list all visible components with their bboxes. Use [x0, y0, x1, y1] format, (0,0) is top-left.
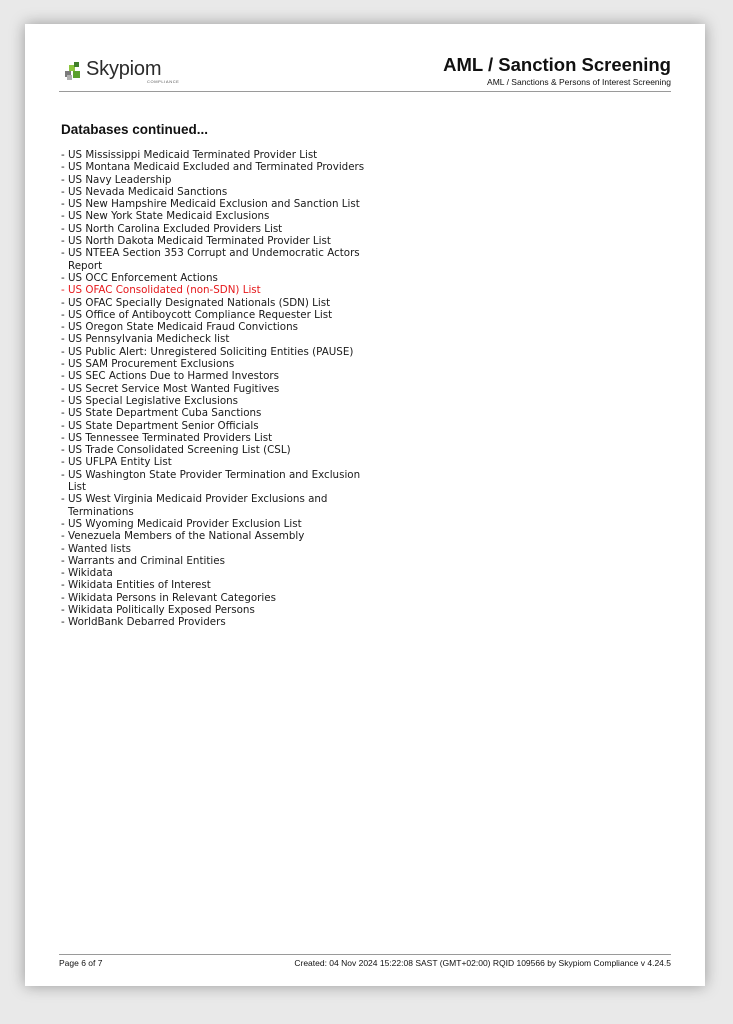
- database-list-item: - US State Department Senior Officials: [61, 419, 259, 432]
- database-list-item: - Wikidata: [61, 567, 113, 580]
- database-list: [61, 149, 371, 629]
- database-list-item: - US New York State Medicaid Exclusions: [61, 210, 270, 223]
- database-list-item: - Wikidata Persons in Relevant Categories: [61, 591, 276, 604]
- header-divider: [59, 91, 671, 92]
- database-list-item: - Wanted lists: [61, 542, 132, 555]
- database-list-item: - Venezuela Members of the National Assembly: [61, 530, 305, 543]
- database-list-item: - US State Department Cuba Sanctions: [61, 407, 262, 420]
- report-title: AML / Sanction Screening: [443, 54, 671, 75]
- database-list-item: - US North Carolina Excluded Providers List: [61, 222, 283, 235]
- database-list-item: - US Washington State Provider Termination and Exclusion List: [61, 468, 361, 494]
- database-list-item: - US Office of Antiboycott Compliance Requester List: [61, 308, 333, 321]
- database-list-item: - US North Dakota Medicaid Terminated Provider List: [61, 235, 331, 248]
- database-list-item: - US Mississippi Medicaid Terminated Provider List: [61, 149, 318, 161]
- report-subtitle: AML / Sanctions & Persons of Interest Screening: [487, 77, 671, 87]
- logo-wordmark: Skypiom: [86, 58, 162, 80]
- footer-divider: [59, 954, 671, 955]
- database-list-item: - US Navy Leadership: [61, 173, 172, 186]
- database-list-item: - US Wyoming Medicaid Provider Exclusion List: [61, 517, 302, 530]
- database-list-item: - US Secret Service Most Wanted Fugitives: [61, 382, 280, 395]
- database-list-item: - US Oregon State Medicaid Fraud Convictions: [61, 321, 298, 334]
- database-list-item: - Wikidata Politically Exposed Persons: [61, 603, 255, 616]
- database-list-item: - Wikidata Entities of Interest: [61, 579, 211, 592]
- database-list-item: - US NTEEA Section 353 Corrupt and Undemocratic Actors Report: [61, 247, 360, 272]
- section-heading: Databases continued...: [61, 122, 209, 137]
- database-list-item: - US West Virginia Medicaid Provider Exclusions and Terminations: [61, 493, 328, 518]
- database-list-item: - US OFAC Specially Designated Nationals (SDN) List: [61, 296, 331, 309]
- database-list-item: - US Special Legislative Exclusions: [61, 394, 239, 407]
- database-list-item: - US UFLPA Entity List: [61, 456, 172, 469]
- logo-subtext: COMPLIANCE: [147, 79, 180, 84]
- page-number: Page 6 of 7: [59, 958, 103, 968]
- database-list-item: - US Public Alert: Unregistered Soliciting Entities (PAUSE): [61, 345, 354, 358]
- database-list-item: - US SEC Actions Due to Harmed Investors: [61, 370, 279, 383]
- database-list-item: - US Montana Medicaid Excluded and Terminated Providers: [61, 161, 365, 174]
- skypiom-logo: [65, 58, 185, 86]
- logo-squares-icon: [65, 62, 83, 80]
- database-list-item: - Warrants and Criminal Entities: [61, 554, 225, 567]
- database-list-item: - US OCC Enforcement Actions: [61, 271, 218, 284]
- database-list-item: - WorldBank Debarred Providers: [61, 616, 226, 629]
- database-list-item: - US Pennsylvania Medicheck list: [61, 333, 230, 346]
- report-metadata: Created: 04 Nov 2024 15:22:08 SAST (GMT+02:00) RQID 109566 by Skypiom Compliance v 4.24.5: [294, 958, 671, 968]
- database-list-item: - US SAM Procurement Exclusions: [61, 358, 235, 371]
- database-list-item: - US Nevada Medicaid Sanctions: [61, 185, 228, 198]
- database-list-item: - US Trade Consolidated Screening List (CSL): [61, 444, 291, 457]
- database-list-item: - US Tennessee Terminated Providers List: [61, 431, 273, 444]
- database-list-item: - US New Hampshire Medicaid Exclusion and Sanction List: [61, 198, 360, 211]
- database-list-item: - US OFAC Consolidated (non-SDN) List: [61, 284, 261, 297]
- report-page: [25, 24, 705, 986]
